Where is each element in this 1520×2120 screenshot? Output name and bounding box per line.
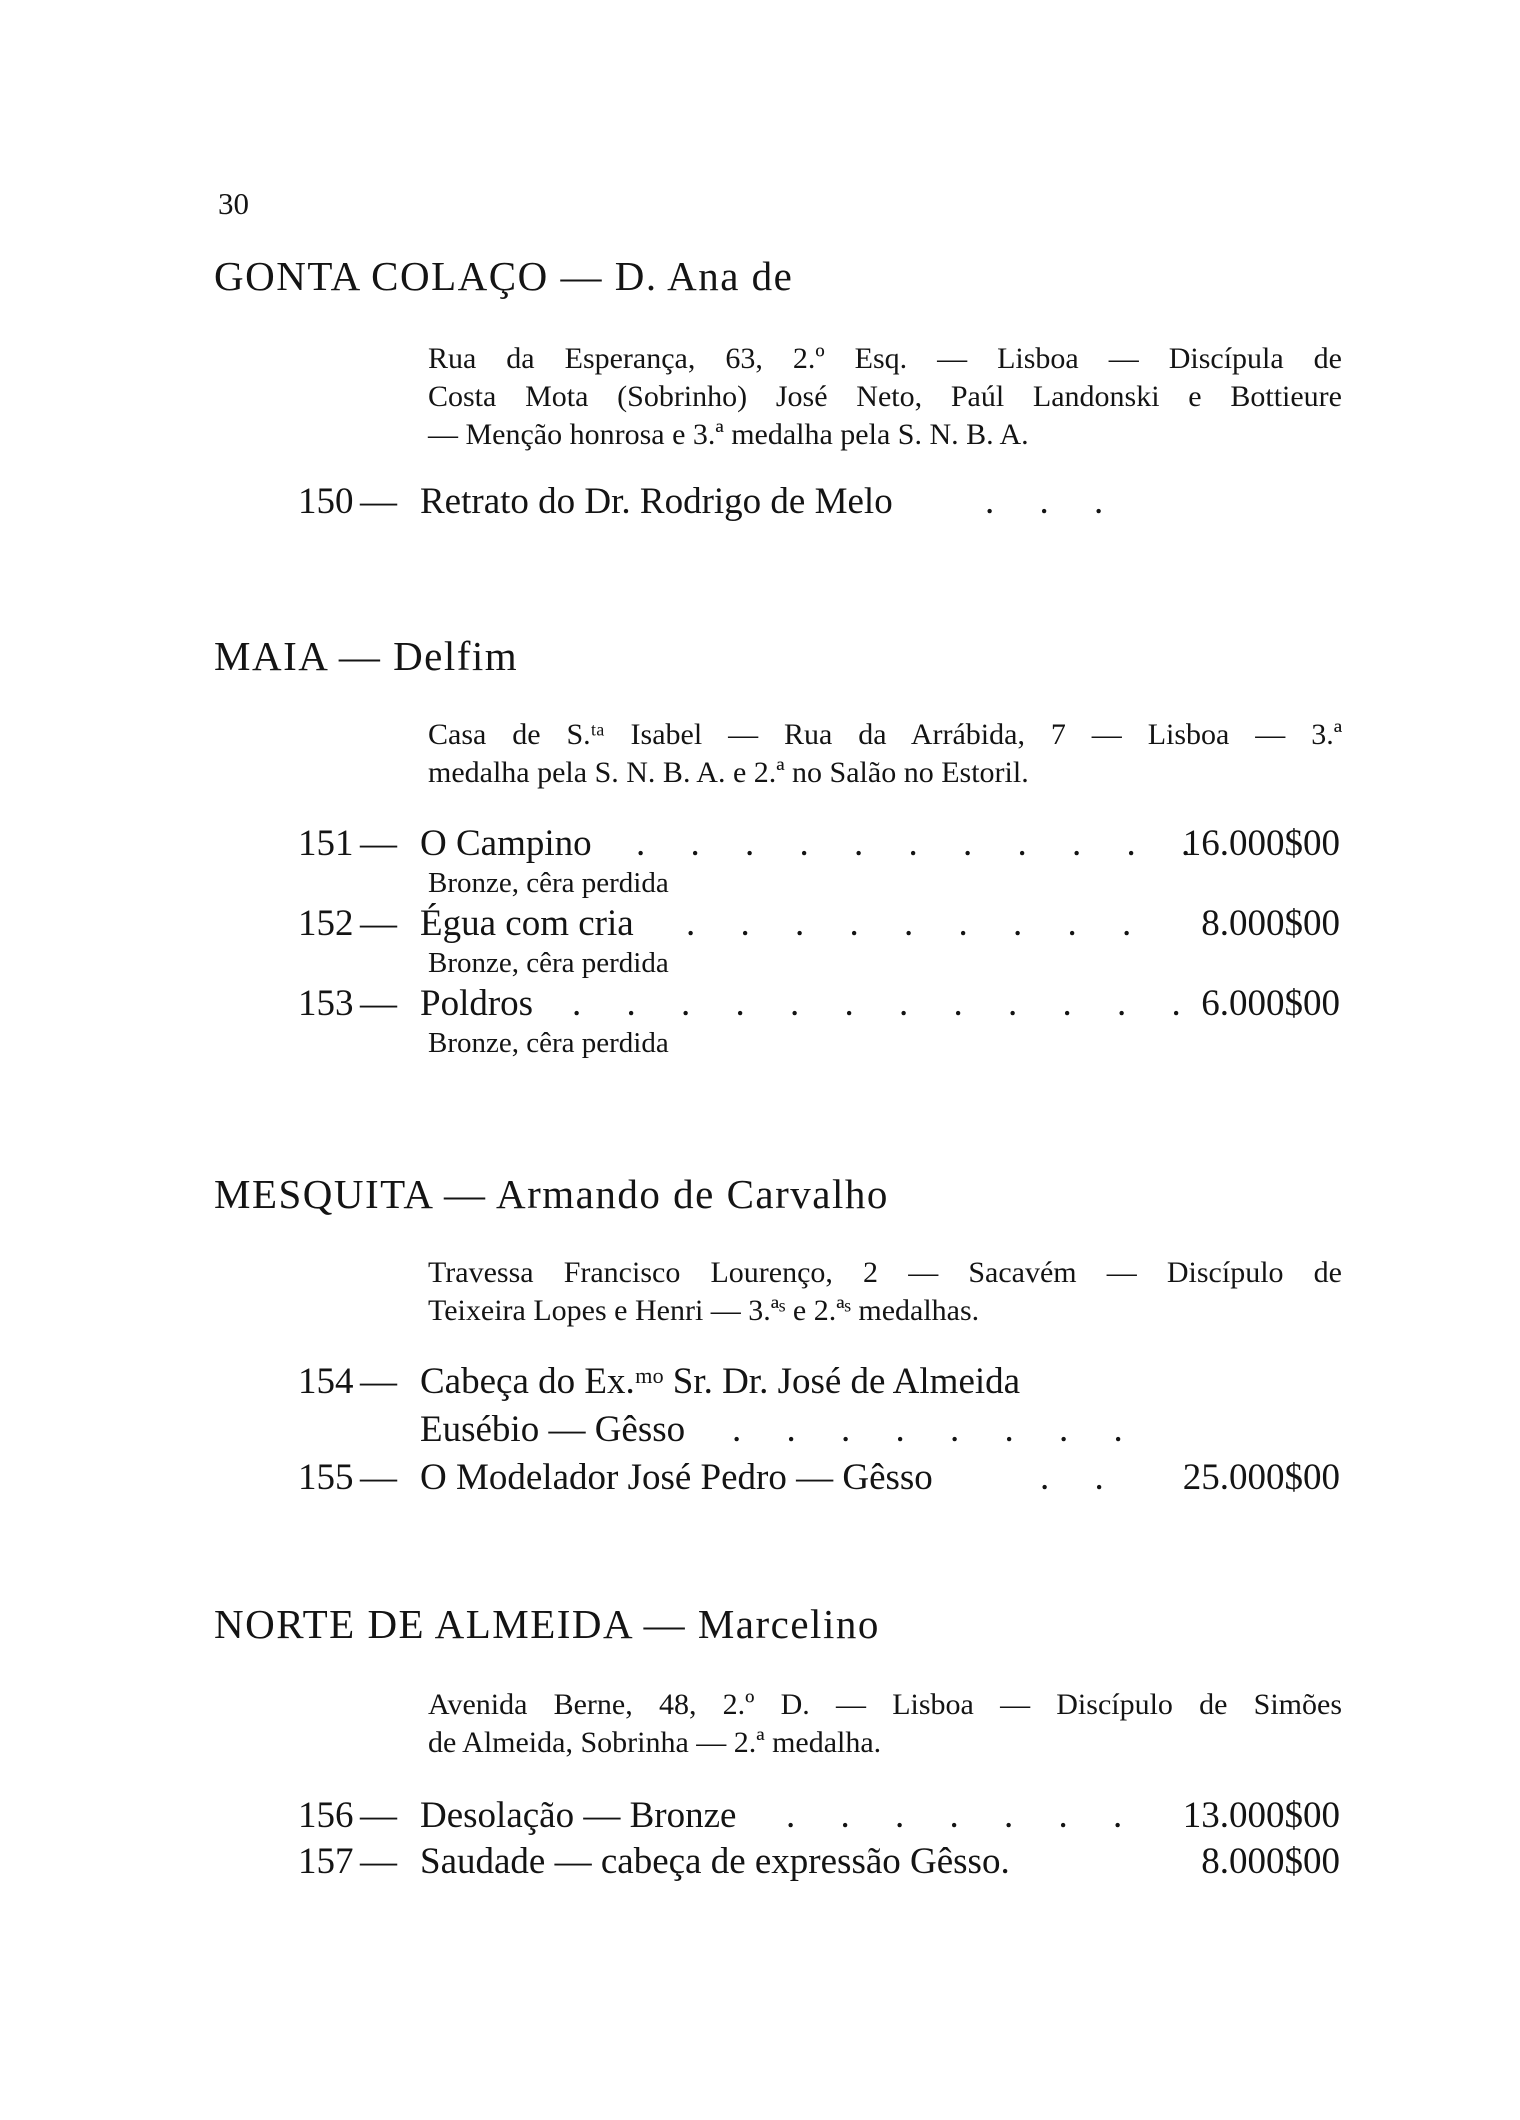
description-line: Casa de S.ᵗᵃ Isabel — Rua da Arrábida, 7 — Lisboa — 3.ª	[428, 718, 1342, 751]
artist-description-gonta-colaco	[428, 340, 1342, 454]
work-entry-156	[0, 1794, 1520, 1840]
work-title: Cabeça do Ex.ᵐᵒ Sr. Dr. José de Almeida	[420, 1361, 1021, 1402]
description-line: Teixeira Lopes e Henri — 3.ªˢ e 2.ªˢ medalhas.	[428, 1294, 980, 1327]
work-title: Poldros	[420, 983, 534, 1024]
work-title: O Modelador José Pedro — Gêsso	[420, 1457, 933, 1498]
work-dash: —	[360, 481, 397, 522]
work-price: 25.000$00	[1182, 1457, 1340, 1498]
work-dash: —	[360, 903, 397, 944]
works-list-norte-de-almeida	[0, 1794, 1520, 1882]
works-list-maia	[0, 822, 1520, 1062]
work-material: Bronze, cêra perdida	[428, 947, 669, 979]
work-entry-155	[0, 1456, 1520, 1498]
work-dash: —	[360, 1795, 397, 1836]
description-line: medalha pela S. N. B. A. e 2.ª no Salão no Estoril.	[428, 756, 1029, 789]
work-dash: —	[360, 1457, 397, 1498]
work-entry-150	[0, 480, 1520, 522]
dot-leaders: . . .	[985, 481, 1122, 522]
work-dash: —	[360, 1841, 397, 1882]
description-line: Travessa Francisco Lourenço, 2 — Sacavém — Discípulo de	[428, 1256, 1342, 1289]
artist-name-norte-de-almeida: NORTE DE ALMEIDA — Marcelino	[214, 1601, 880, 1647]
work-number: 152	[298, 903, 354, 944]
work-number: 157	[298, 1841, 354, 1882]
dot-leaders: . .	[1040, 1457, 1122, 1498]
description-line: — Menção honrosa e 3.ª medalha pela S. N. B. A.	[428, 418, 1029, 451]
work-number: 154	[298, 1361, 354, 1402]
work-number: 151	[298, 823, 354, 864]
work-number: 156	[298, 1795, 354, 1836]
artist-description-norte-de-almeida	[428, 1686, 1342, 1762]
artist-name-maia: MAIA — Delfim	[214, 633, 519, 679]
artist-name-mesquita: MESQUITA — Armando de Carvalho	[214, 1171, 889, 1217]
work-entry-154-continued	[0, 1408, 1520, 1456]
page-number: 30	[218, 186, 249, 221]
work-title: Égua com cria	[420, 903, 634, 944]
work-price: 8.000$00	[1201, 903, 1340, 944]
artist-description-maia	[428, 716, 1342, 792]
work-price: 6.000$00	[1201, 983, 1340, 1024]
work-price: 16.000$00	[1182, 823, 1340, 864]
work-title: O Campino	[420, 823, 592, 864]
description-line: Avenida Berne, 48, 2.º D. — Lisboa — Discípulo de Simões	[428, 1688, 1342, 1721]
work-material: Bronze, cêra perdida	[428, 867, 669, 899]
description-line: Rua da Esperança, 63, 2.º Esq. — Lisboa — Discípula de	[428, 342, 1342, 375]
work-entry-153	[0, 982, 1520, 1024]
work-dash: —	[360, 1361, 397, 1402]
work-dash: —	[360, 823, 397, 864]
work-material: Bronze, cêra perdida	[428, 1027, 669, 1059]
works-list-gonta-colaco	[0, 480, 1520, 522]
dot-leaders: . . . . . . . . .	[686, 903, 1150, 944]
work-entry-151	[0, 822, 1520, 864]
work-number: 153	[298, 983, 354, 1024]
work-title: Eusébio — Gêsso	[420, 1409, 686, 1450]
works-list-mesquita	[0, 1360, 1520, 1498]
dot-leaders: . . . . . . . . . . .	[636, 823, 1209, 864]
work-entry-154	[0, 1360, 1520, 1408]
work-price: 13.000$00	[1182, 1795, 1340, 1836]
work-entry-152	[0, 902, 1520, 944]
work-title: Saudade — cabeça de expressão Gêsso.	[420, 1841, 1010, 1882]
work-number: 155	[298, 1457, 354, 1498]
description-line: Costa Mota (Sobrinho) José Neto, Paúl Landonski e Bottieure	[428, 380, 1342, 413]
artist-name-gonta-colaco: GONTA COLAÇO — D. Ana de	[214, 253, 794, 299]
dot-leaders: . . . . . . . . . . . .	[572, 983, 1199, 1024]
dot-leaders: . . . . . . . .	[732, 1409, 1141, 1450]
work-title: Retrato do Dr. Rodrigo de Melo	[420, 481, 893, 522]
description-line: de Almeida, Sobrinha — 2.ª medalha.	[428, 1726, 882, 1759]
work-price: 8.000$00	[1201, 1841, 1340, 1882]
work-entry-157	[0, 1840, 1520, 1882]
work-dash: —	[360, 983, 397, 1024]
artist-description-mesquita	[428, 1254, 1342, 1330]
dot-leaders: . . . . . . .	[786, 1795, 1141, 1836]
work-number: 150	[298, 481, 354, 522]
work-title: Desolação — Bronze	[420, 1795, 737, 1836]
